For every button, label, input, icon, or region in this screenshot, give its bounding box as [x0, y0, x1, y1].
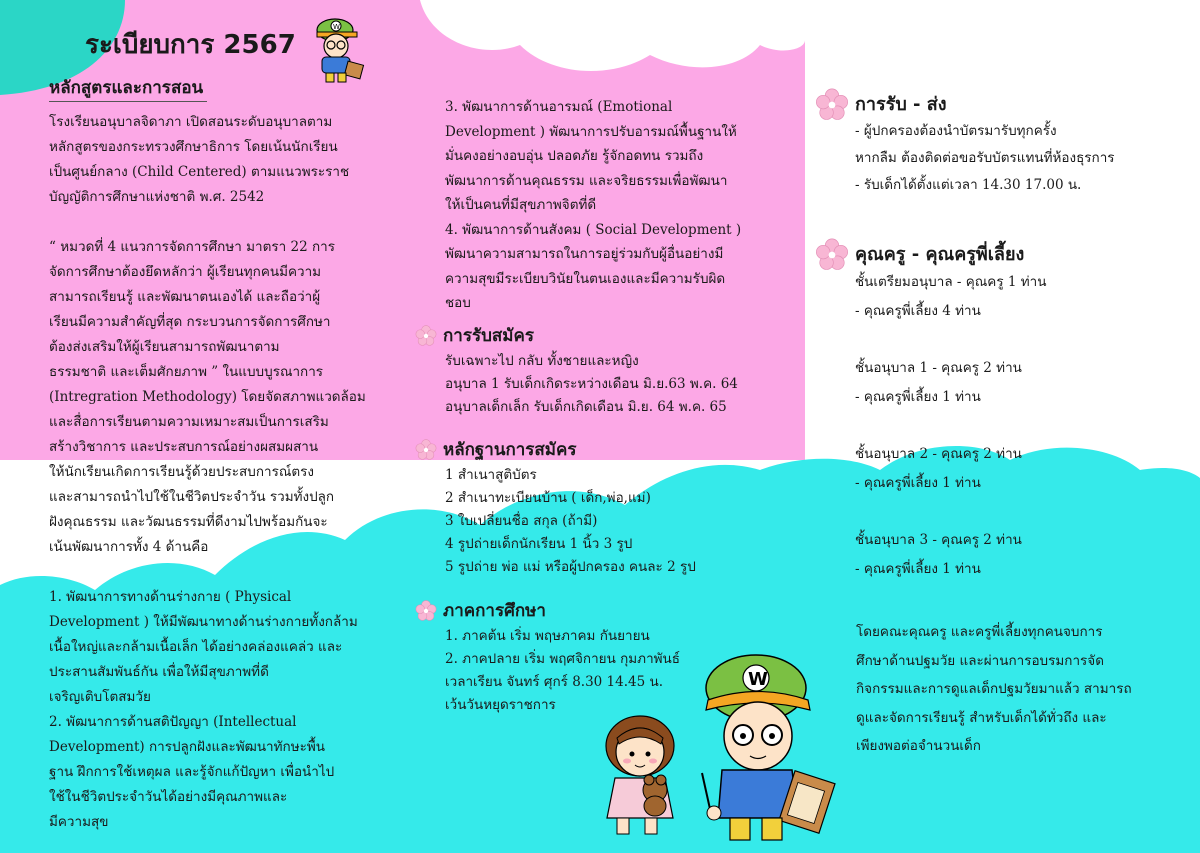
list-item: 2 สำเนาทะเบียนบ้าน ( เด็ก,พ่อ,แม่)	[445, 490, 651, 506]
text-line: เจริญเติบโตสมวัย	[49, 689, 151, 705]
page-title: ระเบียบการ 2567	[85, 30, 296, 60]
admission-section	[415, 322, 775, 419]
teacher-group	[855, 440, 1185, 498]
list-item: 5 รูปถ่าย พ่อ แม่ หรือผู้ปกครอง คนละ 2 รูป	[445, 559, 696, 575]
closing-section	[856, 618, 1186, 761]
text-line: ใช้ในชีวิตประจำวันได้อย่างมีคุณภาพและ	[49, 789, 288, 805]
documents-section	[415, 436, 775, 579]
sakura-icon	[815, 238, 849, 272]
teacher-group	[855, 526, 1185, 584]
term-heading: ภาคการศึกษา	[443, 601, 546, 621]
teacher-group	[855, 268, 1185, 326]
text-line: อนุบาลเด็กเล็ก รับเด็กเกิดเดือน มิ.ย. 64 พ.ค. 65	[445, 399, 727, 415]
text-line: 3. พัฒนาการด้านอารมณ์ (Emotional	[445, 99, 673, 115]
curriculum-intro	[49, 110, 369, 210]
text-line: เว้นวันหยุดราชการ	[445, 697, 556, 713]
text-line: จัดการศึกษาต้องยึดหลักว่า ผู้เรียนทุกคนมีความ	[49, 264, 322, 280]
text-line: บัญญัติการศึกษาแห่งชาติ พ.ศ. 2542	[49, 189, 265, 205]
text-line: เนื้อใหญ่และกล้ามเนื้อเล็ก ได้อย่างคล่องแคล่ว และ	[49, 639, 343, 655]
text-line: สามารถเรียนรู้ และพัฒนาตนเองได้ และถือว่าผู้	[49, 289, 321, 305]
text-line: “ หมวดที่ 4 แนวการจัดการศึกษา มาตรา 22 การ	[49, 239, 335, 255]
text-line: หากลืม ต้องติดต่อขอรับบัตรแทนที่ห้องธุรการ	[855, 150, 1115, 166]
text-line: ฐาน ฝึกการใช้เหตุผล และรู้จักแก้ปัญหา เพื่อนำไป	[49, 764, 335, 780]
text-line: ดูและจัดการเรียนรู้ สำหรับเด็กได้ทั่วถึง และ	[856, 709, 1107, 726]
curriculum-heading: หลักสูตรและการสอน	[49, 76, 207, 102]
text-line: - คุณครูพี่เลี้ยง 4 ท่าน	[855, 303, 981, 319]
text-line: ให้นักเรียนเกิดการเรียนรู้ด้วยประสบการณ์ตรง	[49, 464, 314, 480]
text-line: - รับเด็กได้ตั้งแต่เวลา 14.30 17.00 น.	[855, 177, 1082, 193]
text-line: มีความสุข	[49, 814, 109, 830]
text-line: เน้นพัฒนาการทั้ง 4 ด้านคือ	[49, 539, 209, 555]
curriculum-dev	[49, 585, 369, 835]
documents-heading: หลักฐานการสมัคร	[443, 440, 577, 460]
text-line: - คุณครูพี่เลี้ยง 1 ท่าน	[855, 389, 981, 405]
list-item: 4 รูปถ่ายเด็กนักเรียน 1 นิ้ว 3 รูป	[445, 536, 633, 552]
text-line: 2. พัฒนาการด้านสติปัญญา (Intellectual	[49, 714, 297, 730]
teachers-heading: คุณครู - คุณครูพี่เลี้ยง	[855, 244, 1025, 265]
text-line: ความสุขมีระเบียบวินัยในตนเองและมีความรับผิด	[445, 270, 726, 287]
cap-letter-big: W	[748, 669, 768, 690]
text-line: ชั้นอนุบาล 1 - คุณครู 2 ท่าน	[855, 360, 1022, 376]
text-line: 1. ภาคต้น เริ่ม พฤษภาคม กันยายน	[445, 628, 650, 644]
text-line: ฝังคุณธรรม และวัฒนธรรมที่ดีงามไปพร้อมกันจะ	[49, 514, 328, 530]
text-line: ศึกษาด้านปฐมวัย และผ่านการอบรมการจัด	[856, 652, 1104, 669]
teachers-section	[815, 238, 1185, 584]
list-item: 3 ใบเปลี่ยนชื่อ สกุล (ถ้ามี)	[445, 513, 598, 529]
text-line: หลักสูตรของกระทรวงศึกษาธิการ โดยเน้นนักเรียน	[49, 139, 338, 155]
text-line: ให้เป็นคนที่มีสุขภาพจิตที่ดี	[445, 197, 597, 213]
text-line: สร้างวิชาการ และประสบการณ์อย่างผสมผสาน	[49, 439, 319, 455]
text-line: ชั้นอนุบาล 2 - คุณครู 2 ท่าน	[855, 446, 1022, 462]
text-line: กิจกรรมและการดูแลเด็กปฐมวัยมาแล้ว สามารถ	[856, 681, 1132, 697]
text-line: ชั้นอนุบาล 3 - คุณครู 2 ท่าน	[855, 532, 1022, 548]
text-line: Development) การปลูกฝังและพัฒนาทักษะพื้น	[49, 739, 325, 755]
text-line: ชอบ	[445, 295, 471, 311]
text-line: โรงเรียนอนุบาลจิดาภา เปิดสอนระดับอนุบาลตาม	[49, 114, 333, 130]
curriculum-quote	[49, 235, 369, 560]
sakura-icon	[415, 325, 437, 347]
text-line: มั่นคงอย่างอบอุ่น ปลอดภัย รู้จักอดทน รวมถึง	[445, 148, 704, 164]
sakura-icon	[815, 88, 849, 122]
text-line: เพียงพอต่อจำนวนเด็ก	[856, 738, 981, 754]
sakura-icon	[415, 439, 437, 461]
text-line: ธรรมชาติ และเต็มศักยภาพ ” ในแบบบูรณาการ	[49, 364, 324, 380]
text-line: ประสานสัมพันธ์กัน เพื่อให้มีสุขภาพที่ดี	[49, 664, 269, 680]
text-line: - คุณครูพี่เลี้ยง 1 ท่าน	[855, 561, 981, 577]
text-line: - คุณครูพี่เลี้ยง 1 ท่าน	[855, 475, 981, 491]
cap-letter: W	[333, 23, 340, 31]
text-line: - ผู้ปกครองต้องนำบัตรมารับทุกครั้ง	[855, 123, 1057, 139]
text-line: เป็นศูนย์กลาง (Child Centered) ตามแนวพระราช	[49, 164, 350, 180]
text-line: 4. พัฒนาการด้านสังคม ( Social Development )	[445, 221, 742, 238]
text-line: พัฒนาความสามารถในการอยู่ร่วมกับผู้อื่นอย่างมี	[445, 246, 724, 262]
text-line: และสามารถนำไปใช้ในชีวิตประจำวัน รวมทั้งปลูก	[49, 489, 335, 505]
boy-cartoon	[688, 648, 853, 843]
text-line: ต้องส่งเสริมให้ผู้เรียนสามารถพัฒนาตาม	[49, 339, 280, 355]
teacher-group	[855, 354, 1185, 412]
pickup-heading: การรับ - ส่ง	[855, 94, 947, 115]
text-line: 1. พัฒนาการทางด้านร่างกาย ( Physical	[49, 589, 292, 605]
admission-heading: การรับสมัคร	[443, 326, 534, 346]
dev-continued	[445, 95, 785, 316]
text-line: เวลาเรียน จันทร์ ศุกร์ 8.30 14.45 น.	[445, 674, 664, 690]
curriculum-section	[49, 76, 369, 835]
text-line: โดยคณะคุณครู และครูพี่เลี้ยงทุกคนจบการ	[856, 624, 1103, 640]
text-line: Development ) พัฒนาการปรับอารมณ์พื้นฐานให้	[445, 123, 737, 140]
girl-cartoon	[595, 708, 690, 836]
pickup-section	[815, 88, 1185, 199]
text-line: อนุบาล 1 รับเด็กเกิดระหว่างเดือน มิ.ย.63 พ.ค. 64	[445, 376, 738, 392]
boy-mascot-small	[308, 16, 366, 84]
list-item: 1 สำเนาสูติบัตร	[445, 467, 537, 483]
text-line: และสื่อการเรียนตามความเหมาะสมเป็นการเสริม	[49, 414, 329, 430]
sakura-icon	[415, 600, 437, 622]
text-line: เรียนมีความสำคัญที่สุด กระบวนการจัดการศึกษา	[49, 314, 331, 330]
text-line: Development ) ให้มีพัฒนาทางด้านร่างกายทั้งกล้าม	[49, 614, 358, 630]
text-line: 2. ภาคปลาย เริ่ม พฤศจิกายน กุมภาพันธ์	[445, 651, 681, 667]
text-line: รับเฉพาะไป กลับ ทั้งชายและหญิง	[445, 353, 639, 369]
text-line: (Intregration Methodology) โดยจัดสภาพแวดล้อม	[49, 389, 366, 405]
text-line: ชั้นเตรียมอนุบาล - คุณครู 1 ท่าน	[855, 274, 1047, 290]
text-line: พัฒนาการด้านคุณธรรม และจริยธรรมเพื่อพัฒนา	[445, 172, 728, 189]
